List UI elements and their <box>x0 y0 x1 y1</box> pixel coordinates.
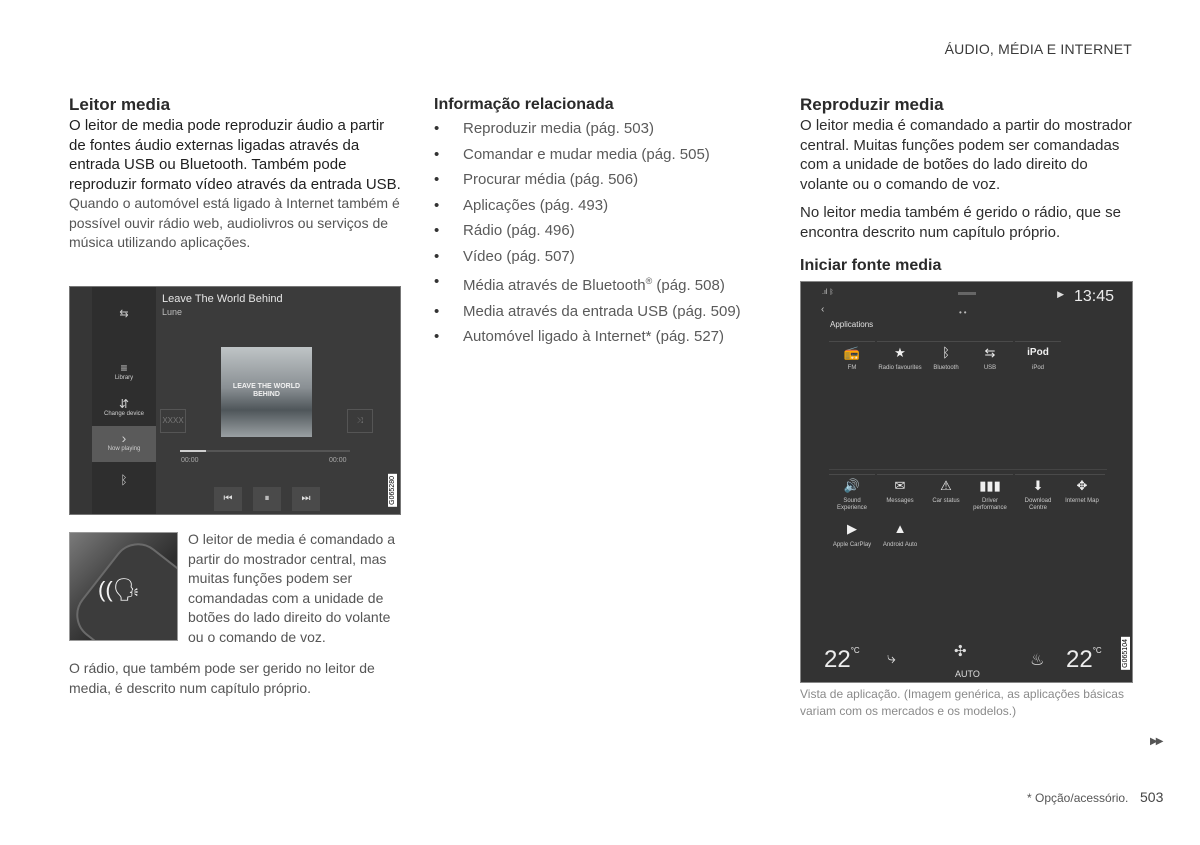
clock: 13:45 <box>1073 288 1114 305</box>
play-icon: ▶ <box>1057 289 1064 299</box>
app-apple-carplay <box>829 518 875 560</box>
album-art-text: LEAVE THE WORLD BEHIND <box>232 383 301 398</box>
related-link[interactable]: • Vídeo (pág. 507) <box>434 244 764 270</box>
column-related-info <box>434 94 764 350</box>
app-bluetooth <box>923 341 969 383</box>
elapsed-time: 00:00 <box>181 457 199 464</box>
download-icon: ⬇ <box>1015 474 1061 496</box>
seat-heating-icon: ♨ <box>1030 652 1045 669</box>
pause-icon: ⏸ <box>253 487 281 511</box>
wheel-caption: O leitor de media é comandado a partir do mostrador central, mas muitas funções podem ser comandadas com a unidade de botões do lado direito do volante ou o comando de voz. <box>188 531 396 645</box>
related-link-bluetooth[interactable] <box>434 269 764 299</box>
app-radio-favourites <box>877 341 923 383</box>
app-label: Sound Experience <box>836 498 868 511</box>
control-paragraph: O leitor media é comandado a partir do mostrador central. Muitas funções podem ser comandadas com a unidade de botões do lado direito do volante ou o comando de voz. <box>800 117 1132 193</box>
related-link[interactable]: • Media através da entrada USB (pág. 509) <box>434 299 764 325</box>
app-ipod <box>1015 341 1061 383</box>
sidebar-item-change-device <box>92 397 156 417</box>
app-car-status <box>923 474 969 516</box>
section-title-leitor-media: Leitor media <box>69 95 171 114</box>
column-leitor-media <box>69 94 401 253</box>
usb-source-icon: ⇆ <box>119 308 129 320</box>
change-device-icon: ⇵ <box>118 397 130 411</box>
sidebar-item-library <box>92 361 156 381</box>
app-label: Radio favourites <box>878 365 922 371</box>
queue-button: XXXX <box>160 409 186 433</box>
fm-icon: 📻 <box>829 341 875 363</box>
link-text: Média através de Bluetooth <box>463 277 646 294</box>
app-label: FM <box>847 365 857 371</box>
climate-auto: AUTO <box>955 669 980 679</box>
intro-paragraph: O leitor de media pode reproduzir áudio a partir de fontes áudio externas ligadas através da entrada USB ou Bluetooth. Também pode reproduzir formato vídeo através da entrada USB. <box>69 117 401 193</box>
sidebar-item-label: Now playing <box>107 446 141 452</box>
track-artist: Lune <box>162 307 183 317</box>
sidebar-item-label: Change device <box>103 411 145 417</box>
steering-wheel-image <box>69 532 178 641</box>
row-separator <box>829 469 1107 470</box>
related-info-title: Informação relacionada <box>434 96 614 113</box>
footnote: * Opção/acessório. <box>1027 791 1129 805</box>
warning-icon: ⚠ <box>923 474 969 496</box>
progress-fill <box>180 450 206 452</box>
sidebar-item-now-playing <box>92 426 156 462</box>
player-left-strip <box>70 287 92 515</box>
link-page: (pág. 508) <box>652 277 725 294</box>
temp-value: 22 <box>824 646 851 673</box>
app-driver-performance <box>967 474 1013 516</box>
related-link[interactable]: • Comandar e mudar media (pág. 505) <box>434 142 764 168</box>
fan-icon: ✣ <box>954 643 967 660</box>
app-label: iPod <box>1031 365 1044 371</box>
temp-unit: °C <box>850 646 860 655</box>
temp-value: 22 <box>1066 646 1093 673</box>
speaker-icon: 🔊 <box>829 474 875 496</box>
next-track-icon: ⏭ <box>292 487 320 511</box>
column-reproduzir-media <box>800 94 1135 277</box>
radio-paragraph: O rádio, que também pode ser gerido no leitor de media, é descrito num capítulo próprio. <box>69 660 375 696</box>
ipod-icon: iPod <box>1015 341 1061 363</box>
previous-track-icon: ⏮ <box>214 487 242 511</box>
sidebar-item-label: Library <box>114 375 134 381</box>
map-icon: ✥ <box>1059 474 1105 496</box>
related-link[interactable]: • Automóvel ligado à Internet* (pág. 527) <box>434 324 764 350</box>
internet-paragraph: Quando o automóvel está ligado à Internet também é possível ouvir rádio web, audiolivros ou serviços de música utilizando aplicações. <box>69 195 400 250</box>
app-usb <box>967 341 1013 383</box>
section-header: ÁUDIO, MÉDIA E INTERNET <box>944 41 1132 57</box>
bluetooth-icon: ᛒ <box>120 473 128 487</box>
app-label: Download Centre <box>1024 498 1052 511</box>
signal-icon: .ıl ᛒ <box>822 289 834 296</box>
related-link[interactable]: • Rádio (pág. 496) <box>434 218 764 244</box>
back-icon: ‹ <box>821 304 825 315</box>
radio-note-paragraph: No leitor media também é gerido o rádio, que se encontra descrito num capítulo próprio. <box>800 204 1122 241</box>
top-view-handle <box>958 292 976 295</box>
related-link[interactable]: • Aplicações (pág. 493) <box>434 193 764 219</box>
image-code: G065280 <box>389 476 396 505</box>
applications-title: Applications <box>830 320 874 329</box>
shuffle-icon: ⤨ <box>347 409 373 433</box>
temperature-left <box>824 646 860 674</box>
related-link[interactable]: • Procurar média (pág. 506) <box>434 167 764 193</box>
app-fm <box>829 341 875 383</box>
registered-mark: ® <box>645 276 653 286</box>
app-sound-experience <box>829 474 875 516</box>
page-number: 503 <box>1140 789 1164 805</box>
temp-unit: °C <box>1092 646 1102 655</box>
related-links-list <box>434 116 764 350</box>
app-android-auto <box>877 518 923 560</box>
app-label: Messages <box>886 498 914 504</box>
app-download-centre <box>1015 474 1061 516</box>
page-dots: •• <box>959 308 969 317</box>
seat-left-icon: ⤷ <box>887 650 896 667</box>
track-title: Leave The World Behind <box>162 293 283 305</box>
progress-bar <box>180 450 350 452</box>
app-label: Bluetooth <box>933 365 959 371</box>
app-internet-map <box>1059 474 1105 516</box>
media-player-screenshot <box>69 286 401 515</box>
screen-caption: Vista de aplicação. (Imagem genérica, as aplicações básicas variam com os mercados e os modelos.) <box>800 687 1124 718</box>
app-label: USB <box>983 365 997 371</box>
app-messages <box>877 474 923 516</box>
voice-control-icon: ((🗣 <box>98 577 141 602</box>
app-label: Car status <box>932 498 960 504</box>
image-code: G065104 <box>1122 639 1129 668</box>
app-label: Android Auto <box>882 542 918 548</box>
related-link[interactable]: • Reproduzir media (pág. 503) <box>434 116 764 142</box>
messages-icon: ✉ <box>877 474 923 496</box>
chevron-right-icon: › <box>121 430 127 446</box>
app-label: Internet Map <box>1065 498 1099 504</box>
subsection-title: Iniciar fonte media <box>800 257 942 274</box>
star-icon: ★ <box>877 341 923 363</box>
android-auto-icon: ▲ <box>893 521 907 536</box>
app-label: Driver performance <box>973 498 1007 511</box>
center-display-screenshot <box>800 281 1133 683</box>
library-icon: ≡ <box>120 361 128 375</box>
remaining-time: 00:00 <box>329 457 347 464</box>
performance-icon: ▮▮▮ <box>967 474 1013 496</box>
usb-icon: ⇆ <box>967 341 1013 363</box>
temperature-right <box>1066 646 1102 674</box>
album-art <box>221 347 312 437</box>
section-title-reproduzir-media: Reproduzir media <box>800 95 944 114</box>
next-page-icon: ▶▶ <box>1150 736 1162 747</box>
carplay-icon: ▶ <box>847 521 857 536</box>
app-label: Apple CarPlay <box>832 542 872 548</box>
status-bar <box>801 282 1133 310</box>
bluetooth-icon: ᛒ <box>923 341 969 363</box>
